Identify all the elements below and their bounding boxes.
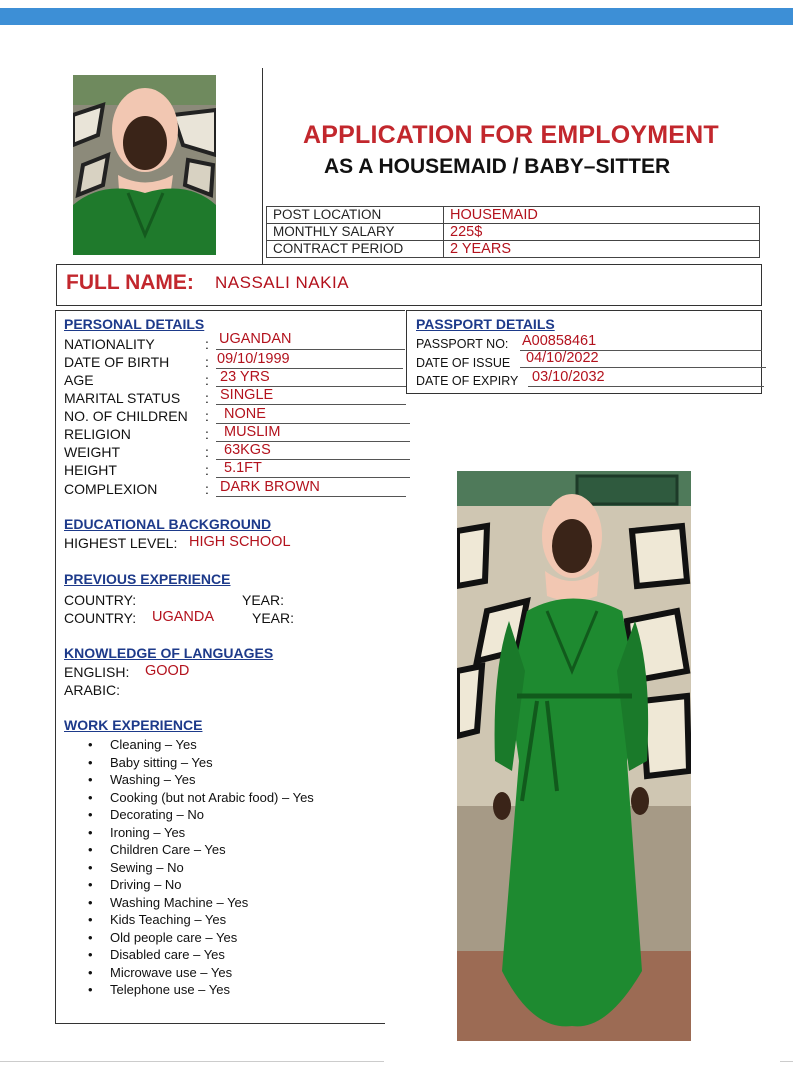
passport-no-label: PASSPORT NO: xyxy=(416,337,509,351)
top-border xyxy=(55,310,405,311)
full-name-value: NASSALI NAKIA xyxy=(215,273,350,292)
list-item: • Washing – Yes xyxy=(88,771,314,789)
full-name-label: FULL NAME: xyxy=(66,271,194,294)
work-heading: WORK EXPERIENCE xyxy=(64,717,203,733)
table-row xyxy=(267,207,760,224)
headshot-photo xyxy=(73,75,216,255)
list-item: • Kids Teaching – Yes xyxy=(88,911,314,929)
english-value: GOOD xyxy=(145,663,190,679)
children-label: NO. OF CHILDREN xyxy=(64,408,188,424)
header-divider xyxy=(262,68,263,265)
issue-date-label: DATE OF ISSUE xyxy=(416,356,511,370)
year-label: YEAR: xyxy=(252,610,295,626)
colon: : xyxy=(205,462,209,478)
highest-level-value: HIGH SCHOOL xyxy=(189,534,291,550)
personal-heading: PERSONAL DETAILS xyxy=(64,316,205,332)
height-value: 5.1FT xyxy=(216,460,410,478)
passport-heading: PASSPORT DETAILS xyxy=(416,316,555,332)
colon: : xyxy=(205,336,209,352)
religion-label: RELIGION xyxy=(64,426,131,442)
education-heading: EDUCATIONAL BACKGROUND xyxy=(64,516,272,532)
marital-label: MARITAL STATUS xyxy=(64,390,181,406)
colon: : xyxy=(205,390,209,406)
bottom-rule-right xyxy=(780,1061,793,1062)
colon: : xyxy=(205,354,209,370)
job-value: 225$ xyxy=(444,224,760,241)
colon: : xyxy=(205,444,209,460)
bottom-rule xyxy=(0,1061,384,1062)
page-subtitle: AS A HOUSEMAID / BABY–SITTER xyxy=(324,155,671,178)
age-label: AGE xyxy=(64,372,94,388)
complexion-label: COMPLEXION xyxy=(64,481,158,497)
colon: : xyxy=(205,372,209,388)
country-value: UGANDA xyxy=(152,609,215,625)
page-title: APPLICATION FOR EMPLOYMENT xyxy=(303,121,719,149)
list-item: • Driving – No xyxy=(88,876,314,894)
list-item: • Disabled care – Yes xyxy=(88,946,314,964)
colon: : xyxy=(205,408,209,424)
list-item: • Telephone use – Yes xyxy=(88,981,314,999)
job-table xyxy=(266,206,760,258)
top-bar xyxy=(0,8,793,25)
job-value: 2 YEARS xyxy=(444,241,760,258)
table-row xyxy=(267,224,760,241)
complexion-value: DARK BROWN xyxy=(216,479,406,497)
expiry-date-label: DATE OF EXPIRY xyxy=(416,374,519,388)
issue-date-value: 04/10/2022 xyxy=(520,350,766,368)
colon: : xyxy=(205,481,209,497)
full-length-photo xyxy=(457,471,691,1041)
weight-label: WEIGHT xyxy=(64,444,120,460)
job-label: POST LOCATION xyxy=(267,207,444,224)
job-value: HOUSEMAID xyxy=(444,207,760,224)
english-label: ENGLISH: xyxy=(64,664,130,680)
passport-no-value: A00858461 xyxy=(520,333,762,351)
list-item: • Microwave use – Yes xyxy=(88,964,314,982)
left-border xyxy=(55,310,56,1024)
dob-label: DATE OF BIRTH xyxy=(64,354,170,370)
children-value: NONE xyxy=(216,406,410,424)
list-item: • Sewing – No xyxy=(88,859,314,877)
list-item: • Ironing – Yes xyxy=(88,824,314,842)
languages-heading: KNOWLEDGE OF LANGUAGES xyxy=(64,645,274,661)
year-label: YEAR: xyxy=(242,592,285,608)
job-label: MONTHLY SALARY xyxy=(267,224,444,241)
religion-value: MUSLIM xyxy=(216,424,410,442)
nationality-label: NATIONALITY xyxy=(64,336,155,352)
job-label: CONTRACT PERIOD xyxy=(267,241,444,258)
country-label: COUNTRY: xyxy=(64,592,137,608)
nationality-value: UGANDAN xyxy=(216,331,405,350)
list-item: • Decorating – No xyxy=(88,806,314,824)
arabic-label: ARABIC: xyxy=(64,682,121,698)
age-value: 23 YRS xyxy=(216,369,406,387)
list-item: • Children Care – Yes xyxy=(88,841,314,859)
bottom-border xyxy=(55,1023,385,1024)
experience-heading: PREVIOUS EXPERIENCE xyxy=(64,571,231,587)
list-item: • Baby sitting – Yes xyxy=(88,754,314,772)
marital-value: SINGLE xyxy=(216,387,406,405)
colon: : xyxy=(205,426,209,442)
list-item: • Cleaning – Yes xyxy=(88,736,314,754)
list-item: • Cooking (but not Arabic food) – Yes xyxy=(88,789,314,807)
table-row xyxy=(267,241,760,258)
height-label: HEIGHT xyxy=(64,462,117,478)
work-list xyxy=(88,736,314,999)
list-item: • Old people care – Yes xyxy=(88,929,314,947)
country-label: COUNTRY: xyxy=(64,610,137,626)
highest-level-label: HIGHEST LEVEL: xyxy=(64,535,178,551)
weight-value: 63KGS xyxy=(216,442,410,460)
list-item: • Washing Machine – Yes xyxy=(88,894,314,912)
expiry-date-value: 03/10/2032 xyxy=(528,369,764,387)
dob-value: 09/10/1999 xyxy=(216,351,403,369)
